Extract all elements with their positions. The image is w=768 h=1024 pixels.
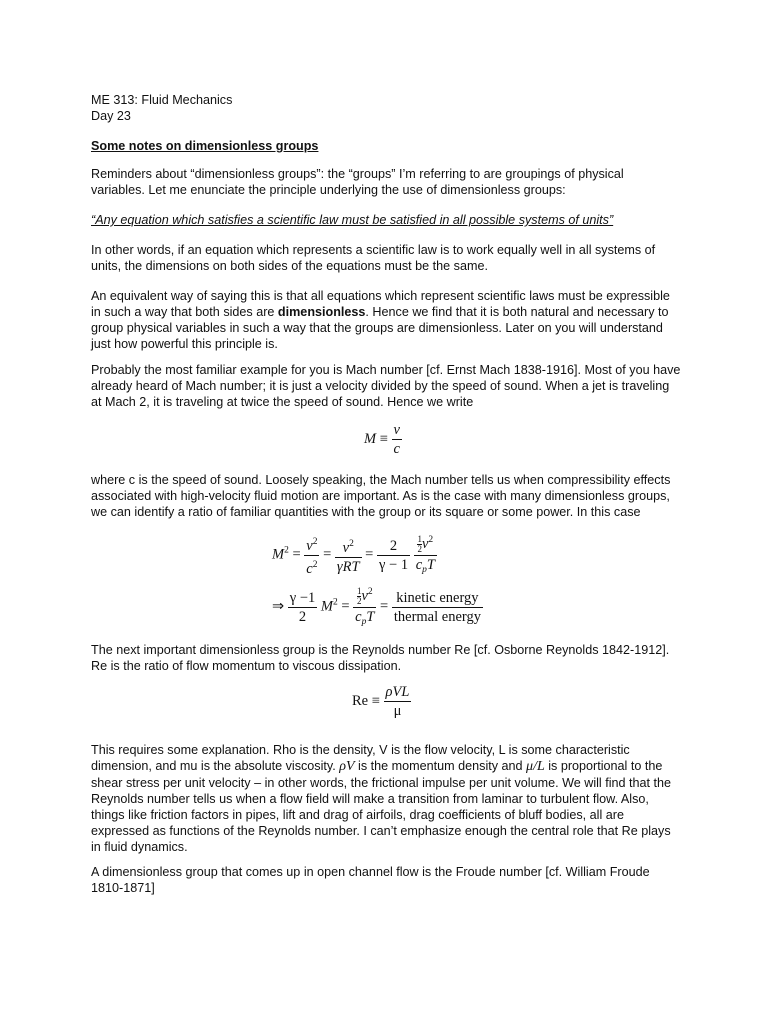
sym-T-2: T (366, 609, 375, 626)
equals-sign-2: = (323, 546, 332, 563)
sup-2f: 2 (367, 587, 373, 597)
sup-2b: 2 (312, 559, 318, 570)
p7-text-b: is the momentum density and (354, 759, 527, 773)
symbol-M: M (364, 430, 377, 447)
exponent: 2 (284, 545, 289, 556)
sym-cp-2: c (355, 609, 362, 626)
equals-sign-5: = (380, 598, 389, 615)
p3-text-b: . Hence we find that it is both natural and necessary to group physical variables in such a way that the groups are dimensionless. Later on you will understand just how powerful this principle is. (91, 305, 669, 351)
symbol-Re: Re (352, 692, 369, 709)
fraction-2-gamma-minus-1 (377, 538, 410, 573)
sym-v3: v (421, 536, 429, 552)
p3-text-a: An equivalent way of saying this is that all equations which represent scientific laws must be expressible in such a way that both sides are (91, 289, 670, 319)
half-den-2: 2 (356, 596, 362, 607)
equals-sign-4: = (341, 598, 350, 615)
sup-2: 2 (312, 536, 318, 547)
sup-2d: 2 (428, 535, 434, 545)
denominator-mu: μ (393, 703, 402, 719)
equation-mach-definition (364, 422, 402, 457)
p3-bold-term: dimensionless (277, 305, 366, 319)
sym-v2: v (342, 539, 350, 556)
paragraph-equivalent (91, 288, 681, 352)
fraction-v2-gammaRT (335, 536, 362, 575)
sym-gammaRT: γRT (336, 558, 360, 575)
equals-sign: = (292, 546, 301, 563)
sym-v: v (306, 537, 313, 554)
numerator-gamma-minus-1: γ −1 (289, 589, 316, 606)
denominator-2: 2 (298, 608, 307, 625)
sub-p: p (422, 565, 427, 576)
numerator-rhoVL: ρVL (385, 684, 410, 700)
fraction-rhoVL-over-mu (384, 684, 412, 719)
course-title: ME 313: Fluid Mechanics (91, 93, 233, 107)
equals-sign-3: = (365, 546, 374, 563)
denominator-c: c (393, 441, 400, 457)
symbol-equiv-2: ≡ (371, 692, 380, 709)
sup-2c: 2 (349, 538, 354, 549)
paragraph-reynolds-intro: The next important dimensionless group is the Reynolds number Re [cf. Osborne Reynolds 1842-1912]. Re is the ratio of flow momentum to viscous dissipation. (91, 643, 670, 673)
symbol-M-3: M (320, 598, 333, 615)
half-den: 2 (417, 544, 422, 555)
inline-mu-over-L: μ/L (526, 759, 545, 774)
paragraph-froude: A dimensionless group that comes up in open channel flow is the Froude number [cf. William Froude 1810-1871] (91, 865, 650, 895)
numerator-v: v (393, 422, 400, 438)
equation-mach-squared (272, 532, 437, 578)
day-label: Day 23 (91, 109, 131, 123)
sym-T: T (426, 557, 435, 574)
sym-cp: c (415, 557, 423, 574)
fraction-kinetic-over-thermal (392, 590, 483, 625)
paragraph-reminders: Reminders about “dimensionless groups”: the “groups” I’m referring to are groupings of physical variables. Let me enunciate the principle underlying the use of dimensionless groups: (91, 167, 624, 197)
section-title: Some notes on dimensionless groups (91, 139, 319, 153)
sub-p-2: p (361, 617, 367, 628)
symbol-equiv: ≡ (379, 430, 388, 447)
symbol-M-2: M (272, 546, 285, 563)
paragraph-speed-of-sound: where c is the speed of sound. Loosely speaking, the Mach number tells us when compressibility effects associated with high-velocity fluid motion are important. As is the case with many dimensionless groups, we can identify a ratio of familiar quantities with the group or its square or some power. In this case (91, 473, 671, 519)
fraction-v2-c2 (304, 534, 319, 577)
inline-rhoV: ρV (339, 759, 355, 774)
p7-text-a: This requires some explanation. Rho is the density, V is the flow velocity, L is some characteristic dimension, and mu is the absolute viscosity. (91, 743, 630, 773)
numerator-2: 2 (377, 538, 410, 556)
half-num-2: 1 (356, 586, 362, 597)
sup-2e: 2 (332, 597, 338, 608)
denominator-gamma-minus-1: γ − 1 (378, 556, 409, 573)
sym-v4: v (361, 588, 368, 604)
thermal-energy-label: thermal energy (393, 608, 481, 625)
implies-arrow: ⇒ (272, 598, 285, 615)
equation-reynolds (352, 684, 411, 719)
fraction-half-v2-over-cpT (353, 584, 376, 630)
paragraph-mach-intro: Probably the most familiar example for you is Mach number [cf. Ernst Mach 1838-1916]. Most of you have already heard of Mach number; it is just a velocity divided by the speed of sound. When a jet is traveling at Mach 2, it is traveling at twice the speed of sound. Hence we write (91, 363, 681, 409)
equation-energy-ratio (272, 584, 483, 630)
fraction-gamma-minus-1-over-2 (288, 590, 317, 625)
paragraph-reynolds-explanation (91, 742, 681, 855)
course-header (91, 92, 681, 124)
p7-text-c: is proportional to the shear stress per unit velocity – in other words, the frictional impulse per unit volume. We will find that the Reynolds number tells us when a flow field will make a transition from laminar to turbulent flow. Also, things like friction factors in pipes, lift and drag of airfoils, drag coefficients of bluff bodies, all are expressed as functions of the Reynolds number. I can’t emphasize enough the central role that Re plays in fluid dynamics. (91, 759, 672, 854)
half-num: 1 (417, 534, 422, 545)
sym-c: c (306, 560, 313, 577)
kinetic-energy-label: kinetic energy (392, 590, 483, 608)
fraction-kinetic-over-cpT (414, 532, 437, 578)
principle-quote: “Any equation which satisfies a scientific law must be satisfied in all possible systems of units” (91, 213, 614, 227)
fraction-v-over-c (392, 422, 402, 457)
paragraph-other-words: In other words, if an equation which represents a scientific law is to work equally well in all systems of units, the dimensions on both sides of the equations must be the same. (91, 243, 656, 273)
